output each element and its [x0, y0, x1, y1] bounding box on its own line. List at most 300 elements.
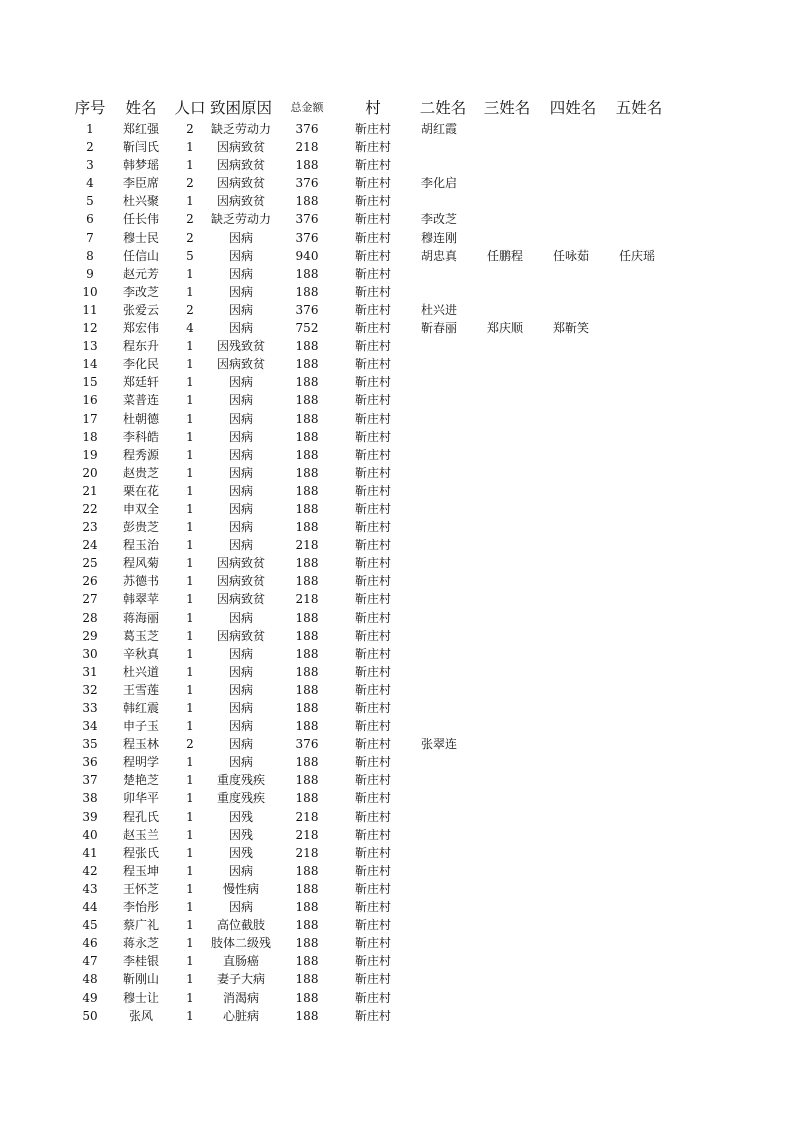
- cell-reason: 妻子大病: [216, 972, 265, 987]
- cell-no: 46: [82, 936, 98, 951]
- cell-population: 1: [186, 483, 194, 498]
- cell-population: 1: [186, 954, 194, 969]
- cell-village: 靳庄村: [354, 755, 391, 770]
- cell-no: 24: [82, 538, 98, 553]
- cell-village: 靳庄村: [354, 375, 391, 390]
- cell-no: 5: [86, 194, 94, 209]
- cell-population: 1: [186, 538, 194, 553]
- table-row: [0, 518, 793, 536]
- cell-no: 41: [82, 845, 98, 860]
- cell-reason: 因病: [228, 538, 253, 553]
- cell-reason: 因病: [228, 863, 253, 878]
- cell-name: 程明学: [122, 755, 159, 770]
- cell-no: 43: [82, 881, 98, 896]
- cell-population: 2: [186, 302, 194, 317]
- table-row: [0, 355, 793, 373]
- cell-name: 李化民: [122, 357, 159, 372]
- cell-no: 44: [82, 900, 98, 915]
- cell-population: 1: [186, 194, 194, 209]
- table-row: [0, 663, 793, 681]
- cell-no: 42: [82, 863, 98, 878]
- cell-name: 葛玉芝: [122, 628, 159, 643]
- cell-name: 郑红强: [122, 122, 159, 136]
- cell-reason: 因病致贫: [216, 194, 265, 209]
- cell-total-amount: 188: [295, 646, 319, 661]
- cell-no: 21: [82, 483, 98, 498]
- cell-no: 38: [82, 791, 98, 806]
- cell-reason: 高位截肢: [216, 918, 265, 933]
- cell-total-amount: 188: [295, 881, 319, 896]
- cell-reason: 因病致贫: [216, 574, 265, 589]
- cell-reason: 因病致贫: [216, 628, 265, 643]
- cell-population: 1: [186, 1008, 194, 1023]
- cell-total-amount: 376: [295, 176, 319, 191]
- cell-name: 韩红震: [122, 701, 159, 715]
- cell-name: 张风: [128, 1008, 153, 1023]
- table-row: [0, 192, 793, 210]
- table-row: [0, 952, 793, 970]
- cell-name: 蒋永芝: [122, 936, 159, 951]
- cell-total-amount: 188: [295, 483, 319, 498]
- cell-name: 程玉治: [122, 538, 159, 553]
- cell-name: 杜朝德: [122, 411, 159, 426]
- cell-reason: 因病: [228, 520, 253, 535]
- cell-no: 18: [82, 429, 98, 444]
- cell-village: 靳庄村: [354, 411, 391, 426]
- table-row: [0, 681, 793, 699]
- cell-third-name: 郑庆顺: [487, 321, 524, 336]
- cell-population: 1: [186, 701, 194, 715]
- table-row: [0, 120, 793, 138]
- cell-total-amount: 188: [295, 972, 319, 987]
- cell-name: 赵贵芝: [122, 465, 159, 480]
- cell-no: 20: [82, 465, 98, 480]
- cell-no: 17: [82, 411, 98, 426]
- cell-total-amount: 188: [295, 628, 319, 643]
- table-row: [0, 428, 793, 446]
- cell-total-amount: 376: [295, 302, 319, 317]
- cell-name: 任信山: [122, 248, 159, 263]
- table-row: [0, 536, 793, 554]
- cell-name: 张爱云: [122, 302, 159, 317]
- table-row: [0, 283, 793, 301]
- cell-village: 靳庄村: [354, 248, 391, 263]
- cell-name: 辛秋真: [122, 646, 159, 661]
- cell-village: 靳庄村: [354, 719, 391, 734]
- cell-village: 靳庄村: [354, 122, 391, 136]
- cell-total-amount: 188: [295, 990, 319, 1005]
- table-row: [0, 645, 793, 663]
- cell-total-amount: 188: [295, 574, 319, 589]
- roster-sheet: [0, 96, 793, 1025]
- cell-no: 36: [82, 755, 98, 770]
- cell-no: 39: [82, 809, 98, 824]
- cell-population: 1: [186, 429, 194, 444]
- cell-no: 14: [82, 357, 98, 372]
- cell-no: 33: [82, 701, 98, 715]
- cell-population: 1: [186, 574, 194, 589]
- cell-name: 李怡彤: [122, 900, 159, 915]
- table-row: [0, 627, 793, 645]
- cell-reason: 因病: [228, 266, 253, 281]
- header-no: 序号: [74, 99, 106, 117]
- cell-no: 49: [82, 990, 98, 1005]
- cell-population: 1: [186, 809, 194, 824]
- cell-village: 靳庄村: [354, 682, 391, 697]
- cell-second-name: 穆连刚: [421, 230, 458, 245]
- cell-name: 程玉坤: [122, 863, 159, 878]
- cell-village: 靳庄村: [354, 483, 391, 498]
- cell-total-amount: 188: [295, 357, 319, 372]
- cell-village: 靳庄村: [354, 447, 391, 462]
- cell-reason: 因残: [228, 827, 253, 842]
- cell-total-amount: 188: [295, 918, 319, 933]
- cell-village: 靳庄村: [354, 737, 391, 752]
- table-row: [0, 410, 793, 428]
- cell-reason: 因病: [228, 483, 253, 498]
- cell-reason: 因病: [228, 429, 253, 444]
- cell-name: 李科皓: [122, 429, 159, 444]
- cell-population: 1: [186, 501, 194, 516]
- cell-name: 杜兴道: [122, 664, 159, 679]
- cell-total-amount: 188: [295, 1008, 319, 1023]
- cell-no: 4: [86, 176, 94, 191]
- table-row: [0, 464, 793, 482]
- cell-reason: 因病: [228, 284, 253, 299]
- cell-village: 靳庄村: [354, 302, 391, 317]
- cell-total-amount: 188: [295, 284, 319, 299]
- cell-name: 任长伟: [122, 212, 159, 227]
- cell-no: 28: [82, 610, 98, 625]
- cell-village: 靳庄村: [354, 827, 391, 842]
- cell-village: 靳庄村: [354, 628, 391, 643]
- cell-no: 31: [82, 664, 98, 679]
- cell-name: 郑宏伟: [122, 321, 159, 336]
- cell-reason: 因病致贫: [216, 592, 265, 607]
- cell-total-amount: 218: [295, 140, 319, 155]
- cell-name: 李臣席: [122, 176, 159, 191]
- cell-no: 13: [82, 339, 98, 354]
- header-fifth-name: 五姓名: [615, 99, 663, 117]
- cell-no: 25: [82, 556, 98, 571]
- table-row: [0, 174, 793, 192]
- cell-village: 靳庄村: [354, 212, 391, 227]
- cell-village: 靳庄村: [354, 881, 391, 896]
- cell-reason: 因病: [228, 610, 253, 625]
- cell-population: 1: [186, 592, 194, 607]
- cell-village: 靳庄村: [354, 357, 391, 372]
- cell-population: 1: [186, 610, 194, 625]
- cell-name: 李改芝: [122, 284, 159, 299]
- cell-name: 赵玉兰: [122, 827, 159, 842]
- cell-village: 靳庄村: [354, 809, 391, 824]
- cell-village: 靳庄村: [354, 339, 391, 354]
- cell-population: 1: [186, 881, 194, 896]
- table-row: [0, 247, 793, 265]
- header-reason: 致困原因: [209, 99, 272, 117]
- table-row: [0, 590, 793, 608]
- cell-reason: 因残: [228, 845, 253, 860]
- cell-total-amount: 188: [295, 556, 319, 571]
- cell-no: 1: [86, 122, 94, 136]
- cell-no: 29: [82, 628, 98, 643]
- cell-reason: 因病: [228, 393, 253, 408]
- cell-name: 蒋海丽: [122, 610, 159, 625]
- cell-total-amount: 218: [295, 538, 319, 553]
- cell-reason: 因病: [228, 900, 253, 915]
- cell-name: 靳闫氏: [122, 140, 159, 155]
- cell-village: 靳庄村: [354, 990, 391, 1005]
- cell-second-name: 靳春丽: [421, 321, 458, 336]
- cell-second-name: 杜兴进: [421, 302, 458, 317]
- cell-population: 1: [186, 266, 194, 281]
- cell-population: 2: [186, 176, 194, 191]
- cell-village: 靳庄村: [354, 610, 391, 625]
- cell-name: 程风菊: [122, 556, 159, 571]
- cell-name: 菜普连: [122, 393, 159, 408]
- cell-reason: 因病: [228, 719, 253, 734]
- cell-total-amount: 188: [295, 954, 319, 969]
- cell-reason: 因病: [228, 321, 253, 336]
- table-row: [0, 970, 793, 988]
- cell-reason: 肢体二级残: [210, 936, 271, 951]
- cell-population: 1: [186, 158, 194, 173]
- cell-population: 1: [186, 140, 194, 155]
- cell-name: 申双全: [122, 501, 159, 516]
- cell-total-amount: 188: [295, 375, 319, 390]
- cell-no: 7: [86, 230, 94, 245]
- table-row: [0, 735, 793, 753]
- cell-population: 2: [186, 122, 194, 136]
- table-row: [0, 753, 793, 771]
- cell-reason: 因病: [228, 465, 253, 480]
- cell-population: 1: [186, 646, 194, 661]
- cell-no: 10: [82, 284, 98, 299]
- cell-village: 靳庄村: [354, 863, 391, 878]
- table-row: [0, 916, 793, 934]
- cell-village: 靳庄村: [354, 791, 391, 806]
- cell-reason: 因病: [228, 664, 253, 679]
- cell-second-name: 李改芝: [421, 212, 458, 227]
- cell-total-amount: 188: [295, 719, 319, 734]
- cell-total-amount: 188: [295, 158, 319, 173]
- cell-name: 郑廷轩: [122, 375, 159, 390]
- cell-population: 1: [186, 520, 194, 535]
- cell-village: 靳庄村: [354, 140, 391, 155]
- cell-total-amount: 218: [295, 827, 319, 842]
- cell-population: 1: [186, 827, 194, 842]
- cell-reason: 因病: [228, 248, 253, 263]
- table-row: [0, 717, 793, 735]
- cell-reason: 因残致贫: [216, 339, 265, 354]
- header-village: 村: [365, 99, 381, 117]
- cell-village: 靳庄村: [354, 1008, 391, 1023]
- cell-total-amount: 188: [295, 936, 319, 951]
- cell-total-amount: 752: [295, 321, 319, 336]
- cell-village: 靳庄村: [354, 266, 391, 281]
- cell-total-amount: 188: [295, 755, 319, 770]
- cell-reason: 因病: [228, 682, 253, 697]
- cell-total-amount: 188: [295, 447, 319, 462]
- cell-population: 1: [186, 465, 194, 480]
- cell-population: 1: [186, 375, 194, 390]
- cell-village: 靳庄村: [354, 501, 391, 516]
- cell-name: 穆士让: [122, 990, 159, 1005]
- cell-name: 卯华平: [122, 791, 159, 806]
- cell-name: 王雪莲: [122, 682, 159, 697]
- table-row: [0, 862, 793, 880]
- cell-no: 48: [82, 972, 98, 987]
- cell-total-amount: 188: [295, 900, 319, 915]
- cell-name: 程玉林: [122, 737, 159, 752]
- table-row: [0, 898, 793, 916]
- cell-reason: 因病: [228, 411, 253, 426]
- header-population: 人口: [174, 99, 206, 117]
- cell-total-amount: 188: [295, 393, 319, 408]
- cell-population: 1: [186, 719, 194, 734]
- cell-name: 李桂银: [122, 954, 159, 969]
- cell-name: 杜兴聚: [122, 194, 159, 209]
- table-row: [0, 609, 793, 627]
- cell-no: 15: [82, 375, 98, 390]
- cell-reason: 因病: [228, 755, 253, 770]
- cell-total-amount: 188: [295, 773, 319, 788]
- cell-population: 1: [186, 339, 194, 354]
- cell-total-amount: 188: [295, 701, 319, 715]
- table-row: [0, 934, 793, 952]
- cell-village: 靳庄村: [354, 664, 391, 679]
- cell-population: 1: [186, 447, 194, 462]
- cell-village: 靳庄村: [354, 176, 391, 191]
- cell-village: 靳庄村: [354, 520, 391, 535]
- cell-reason: 因病致贫: [216, 357, 265, 372]
- cell-reason: 因病致贫: [216, 556, 265, 571]
- cell-no: 12: [82, 321, 98, 336]
- cell-village: 靳庄村: [354, 773, 391, 788]
- table-row: [0, 156, 793, 174]
- cell-total-amount: 188: [295, 863, 319, 878]
- header-third-name: 三姓名: [483, 99, 531, 117]
- cell-village: 靳庄村: [354, 429, 391, 444]
- cell-village: 靳庄村: [354, 321, 391, 336]
- cell-name: 靳刚山: [122, 972, 159, 987]
- cell-name: 程东升: [122, 339, 159, 354]
- cell-reason: 因残: [228, 809, 253, 824]
- cell-fourth-name: 任咏茹: [553, 248, 590, 263]
- cell-no: 37: [82, 773, 98, 788]
- table-header: [0, 96, 793, 120]
- table-row: [0, 138, 793, 156]
- cell-name: 蔡广礼: [122, 918, 159, 933]
- cell-total-amount: 188: [295, 465, 319, 480]
- cell-village: 靳庄村: [354, 465, 391, 480]
- cell-total-amount: 218: [295, 592, 319, 607]
- cell-village: 靳庄村: [354, 574, 391, 589]
- cell-population: 1: [186, 755, 194, 770]
- cell-total-amount: 376: [295, 212, 319, 227]
- cell-no: 9: [86, 266, 94, 281]
- cell-population: 1: [186, 900, 194, 915]
- cell-reason: 重度残疾: [216, 773, 265, 788]
- cell-reason: 因病: [228, 230, 253, 245]
- cell-no: 11: [82, 302, 98, 317]
- cell-village: 靳庄村: [354, 194, 391, 209]
- cell-no: 27: [82, 592, 98, 607]
- cell-population: 1: [186, 773, 194, 788]
- cell-no: 3: [86, 158, 94, 173]
- table-row: [0, 337, 793, 355]
- cell-reason: 缺乏劳动力: [210, 212, 271, 227]
- cell-population: 2: [186, 737, 194, 752]
- cell-second-name: 胡忠真: [421, 248, 458, 263]
- cell-total-amount: 376: [295, 737, 319, 752]
- header-name: 姓名: [125, 99, 157, 117]
- cell-no: 23: [82, 520, 98, 535]
- cell-second-name: 胡红霞: [421, 122, 458, 136]
- cell-village: 靳庄村: [354, 936, 391, 951]
- cell-total-amount: 218: [295, 809, 319, 824]
- cell-name: 王怀芝: [122, 881, 159, 896]
- cell-village: 靳庄村: [354, 701, 391, 715]
- cell-population: 1: [186, 411, 194, 426]
- cell-reason: 因病: [228, 501, 253, 516]
- cell-name: 韩梦瑶: [122, 158, 159, 173]
- cell-reason: 心脏病: [222, 1008, 259, 1023]
- cell-no: 34: [82, 719, 98, 734]
- table-row: [0, 789, 793, 807]
- cell-no: 6: [86, 212, 94, 227]
- table-row: [0, 210, 793, 228]
- cell-fifth-name: 任庆瑶: [619, 248, 656, 263]
- cell-name: 程秀源: [122, 447, 159, 462]
- table-row: [0, 771, 793, 789]
- cell-reason: 直肠癌: [222, 954, 259, 969]
- cell-reason: 因病致贫: [216, 176, 265, 191]
- cell-no: 40: [82, 827, 98, 842]
- cell-total-amount: 940: [295, 248, 319, 263]
- cell-reason: 慢性病: [222, 881, 259, 896]
- cell-name: 彭贵芝: [122, 520, 159, 535]
- cell-population: 1: [186, 936, 194, 951]
- cell-reason: 因病: [228, 737, 253, 752]
- table-row: [0, 880, 793, 898]
- table-row: [0, 1007, 793, 1025]
- cell-second-name: 张翠连: [421, 737, 458, 752]
- table-row: [0, 554, 793, 572]
- cell-village: 靳庄村: [354, 230, 391, 245]
- cell-no: 16: [82, 393, 98, 408]
- cell-name: 楚艳芝: [122, 773, 159, 788]
- table-row: [0, 844, 793, 862]
- cell-reason: 缺乏劳动力: [210, 122, 271, 136]
- table-row: [0, 301, 793, 319]
- cell-no: 50: [82, 1008, 98, 1023]
- table-row: [0, 482, 793, 500]
- cell-village: 靳庄村: [354, 845, 391, 860]
- cell-name: 程张氏: [122, 845, 159, 860]
- cell-population: 1: [186, 284, 194, 299]
- cell-population: 5: [186, 248, 194, 263]
- cell-population: 1: [186, 918, 194, 933]
- table-row: [0, 808, 793, 826]
- cell-village: 靳庄村: [354, 954, 391, 969]
- cell-village: 靳庄村: [354, 393, 391, 408]
- header-total-amount: 总金额: [290, 101, 324, 114]
- cell-population: 1: [186, 357, 194, 372]
- cell-fourth-name: 郑靳笑: [553, 321, 590, 336]
- cell-reason: 因病: [228, 447, 253, 462]
- table-row: [0, 989, 793, 1007]
